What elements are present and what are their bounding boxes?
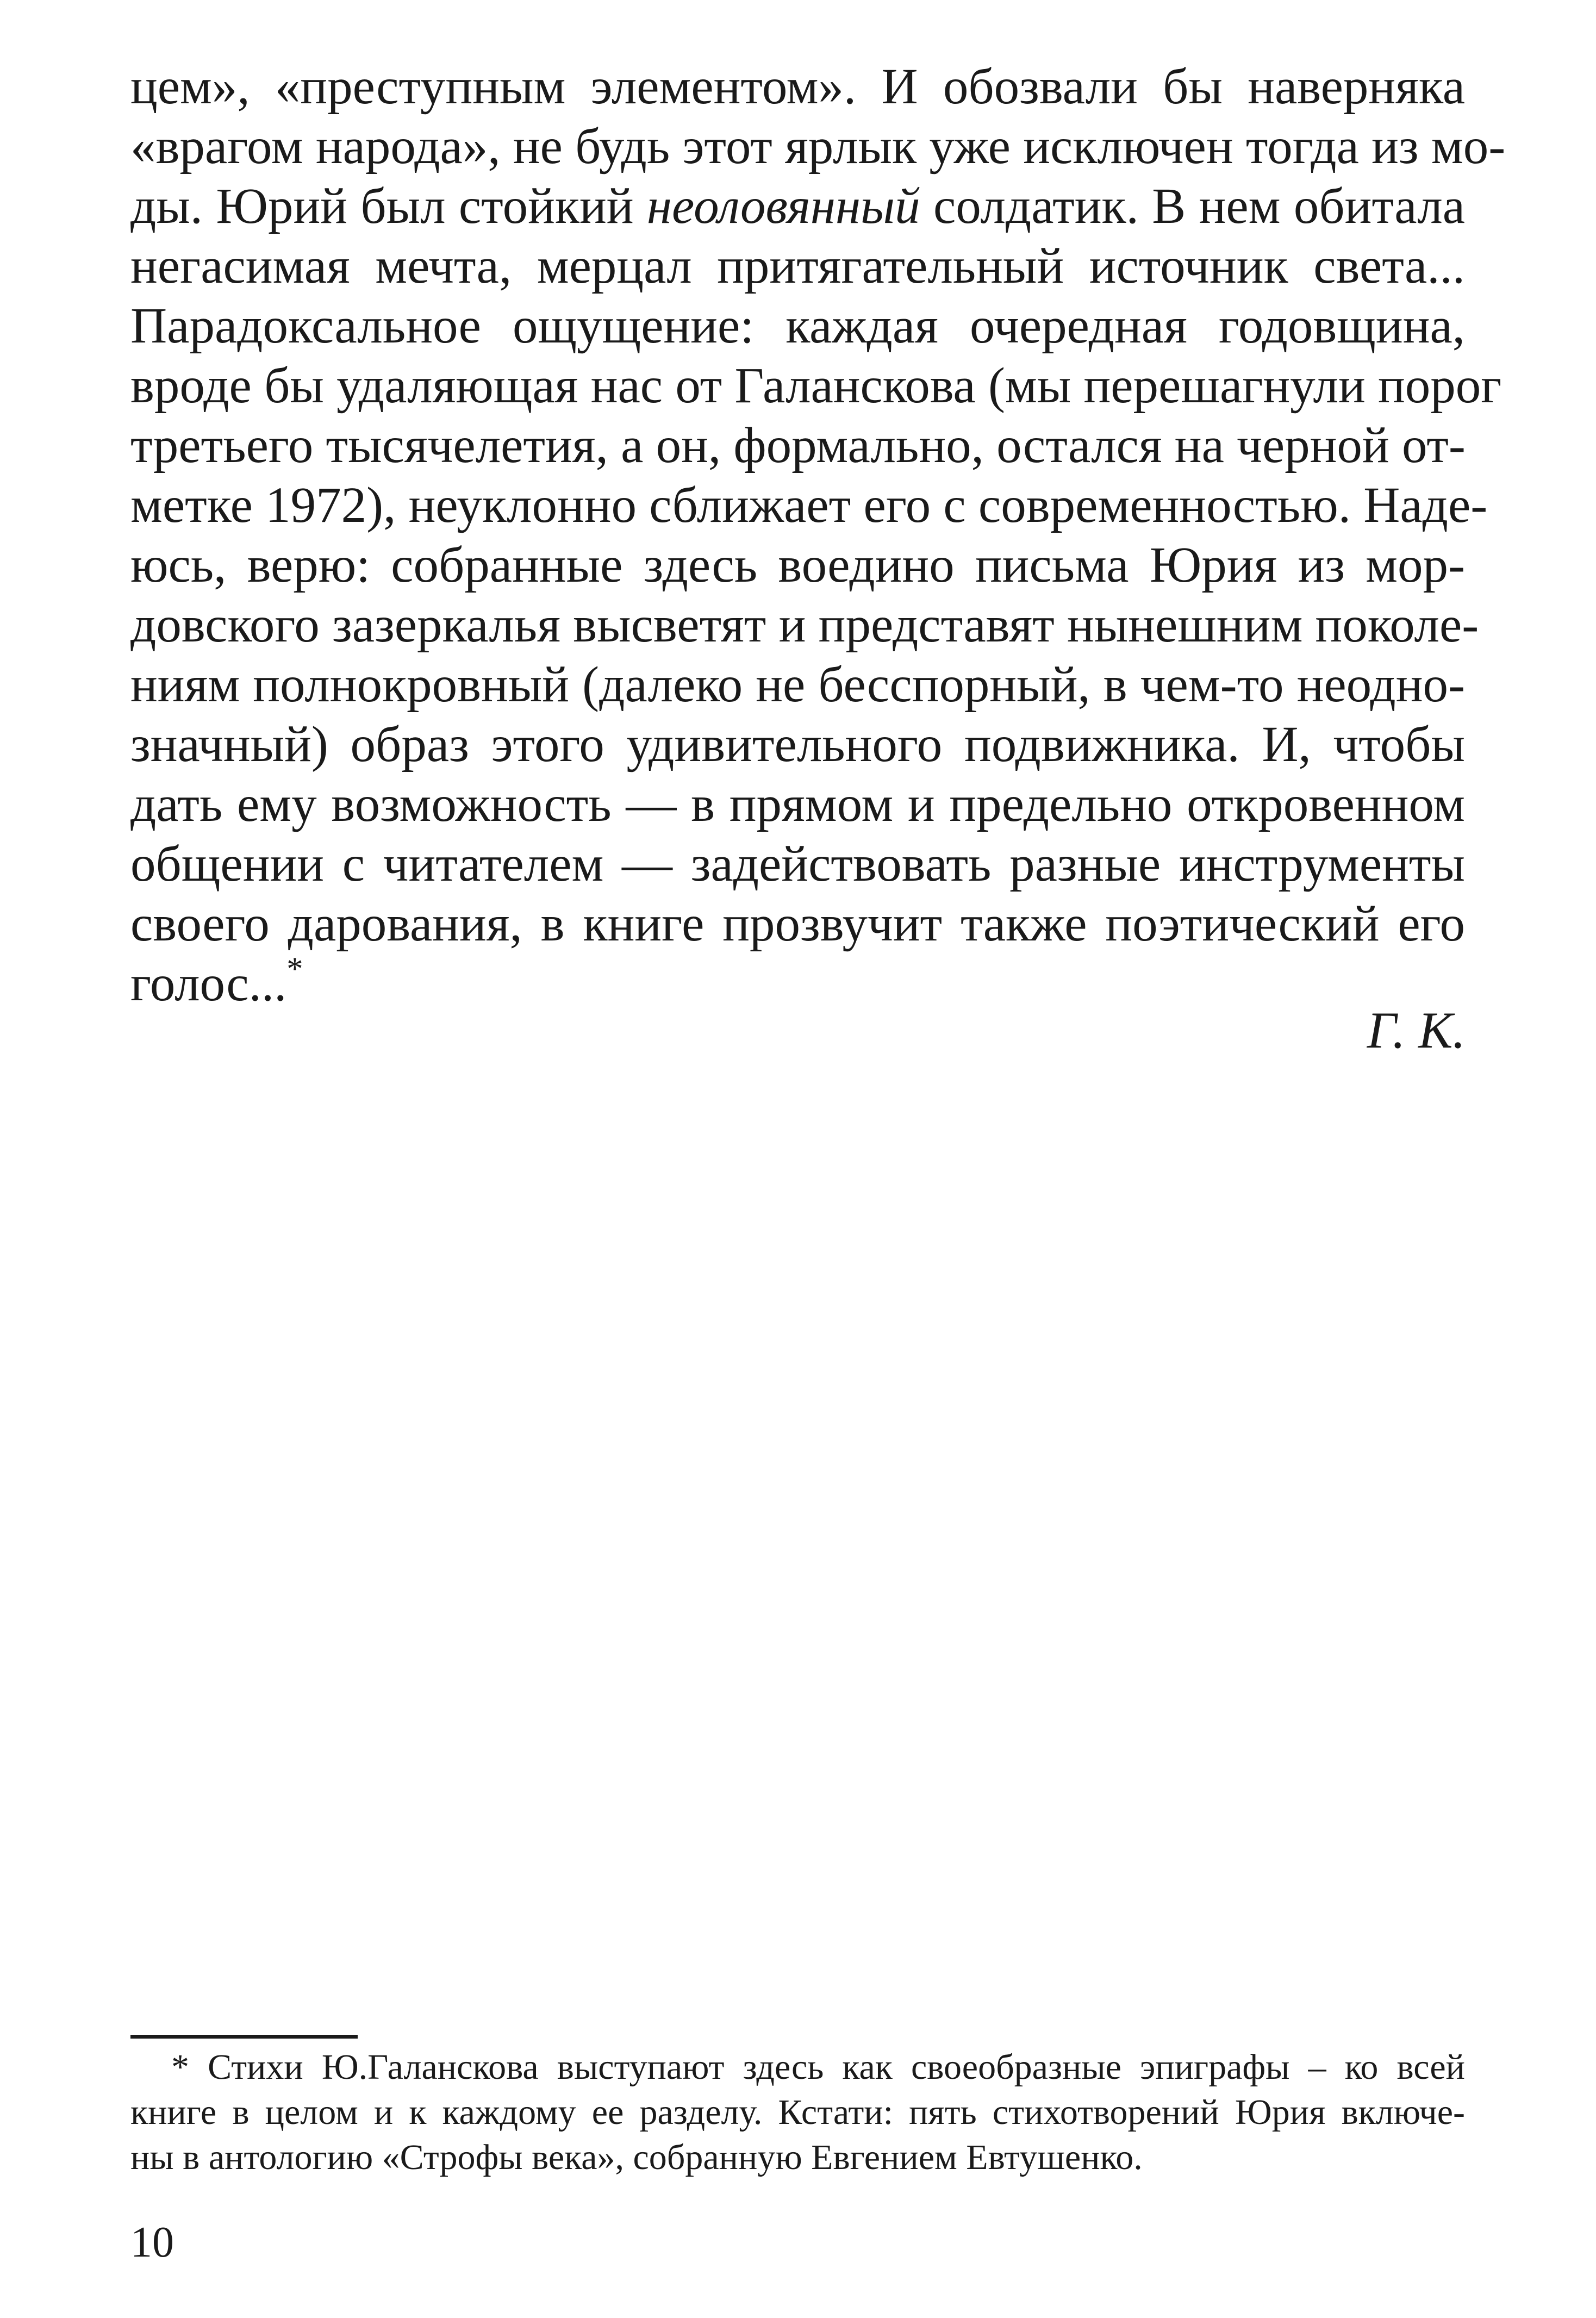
body-line-2 [130, 117, 1506, 177]
footnote-reference-marker[interactable]: * [286, 951, 303, 987]
body-line-6 [130, 356, 1502, 416]
body-line-11 [130, 655, 1465, 715]
body-line-15-text: своего дарования, в книге прозвучит также поэтический его [130, 896, 1465, 952]
body-line-5 [130, 296, 1465, 356]
body-line-7 [130, 416, 1465, 476]
body-line-9-text: юсь, верю: собранные здесь воедино письма Юрия из мор- [130, 537, 1465, 593]
body-line-8-text: метке 1972), неуклонно сближает его с современностью. Наде- [130, 477, 1488, 533]
body-line-13-text: дать ему возможность — в прямом и предельно откровенном [130, 776, 1465, 832]
body-line-3 [130, 177, 1465, 236]
body-line-9 [130, 535, 1465, 595]
footnote-line-1: * Стихи Ю.Галанскова выступают здесь как своеобразные эпиграфы – ко всей [171, 2047, 1465, 2087]
body-line-6-text: вроде бы удаляющая нас от Галанскова (мы перешагнули порог [130, 358, 1502, 414]
body-line-12-text: значный) образ этого удивительного подвижника. И, чтобы [130, 716, 1465, 772]
author-signature: Г. К. [1367, 1001, 1466, 1059]
footnote-line-3: ны в антологию «Строфы века», собранную Евгением Евтушенко. [130, 2138, 1143, 2177]
body-line-10 [130, 595, 1479, 655]
body-line-7-text: третьего тысячелетия, а он, формально, остался на черной от- [130, 418, 1466, 473]
body-line-1-text: цем», «преступным элементом». И обозвали бы наверняка [130, 59, 1465, 115]
body-line-16-text: голос... [130, 956, 287, 1012]
body-line-4 [130, 236, 1465, 296]
body-line-8 [130, 476, 1488, 535]
body-line-3-pre: ды. Юрий был стойкий [130, 178, 647, 234]
body-line-3-italic-word: неоловянный [646, 178, 920, 234]
body-line-10-text: довского зазеркалья высветят и представят нынешним поколе- [130, 597, 1479, 653]
body-line-15 [130, 894, 1465, 954]
body-line-14 [130, 834, 1465, 894]
body-line-16 [130, 951, 1465, 1014]
body-line-5-text: Парадоксальное ощущение: каждая очередная годовщина, [130, 298, 1465, 354]
page-number: 10 [130, 2219, 174, 2266]
body-line-4-text: негасимая мечта, мерцал притягательный источник света... [130, 238, 1465, 294]
footnote-separator-rule [130, 2035, 358, 2039]
body-line-14-text: общении с читателем — задействовать разные инструменты [130, 836, 1465, 892]
body-line-2-text: «врагом народа», не будь этот ярлык уже исключен тогда из мо- [130, 119, 1506, 175]
footnote-line-2: книге в целом и к каждому ее разделу. Кстати: пять стихотворений Юрия включе- [130, 2092, 1465, 2132]
body-line-11-text: ниям полнокровный (далеко не бесспорный, в чем-то неодно- [130, 657, 1465, 713]
body-line-1 [130, 57, 1465, 117]
body-line-13 [130, 775, 1465, 834]
body-line-12 [130, 715, 1465, 775]
body-line-3-post: солдатик. В нем обитала [920, 178, 1465, 234]
